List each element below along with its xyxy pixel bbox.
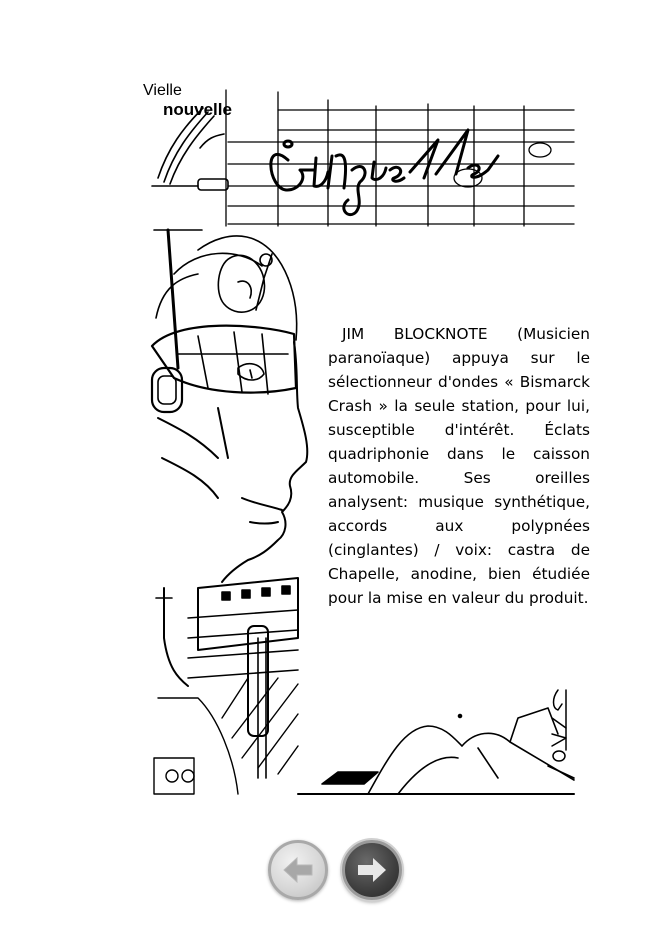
brand-line2: nouvelle xyxy=(163,100,232,119)
hatching xyxy=(154,678,298,794)
arrow-left-icon xyxy=(271,843,325,897)
music-staff xyxy=(226,90,574,226)
face-profile xyxy=(158,342,307,582)
arrow-right-icon xyxy=(345,843,399,897)
dashboard xyxy=(298,708,574,794)
narration-box xyxy=(328,322,590,610)
brand-line1: Vielle xyxy=(143,82,182,99)
title-cables xyxy=(152,108,228,190)
head-outline xyxy=(154,230,297,368)
goggles xyxy=(152,326,296,412)
next-page-button[interactable] xyxy=(342,840,402,900)
prev-page-button[interactable] xyxy=(268,840,328,900)
narration-text: JIM BLOCKNOTE (Musicien paranoïaque) appuya sur le sélectionneur d'ondes « Bismarck Crash » la seule station, pour lui, susceptible d'intérêt. Éclats quadriphonie dans le caisson automobile. Ses oreilles analysent: musique synthétique, accords aux polypnées (cinglantes) / voix: castra de Chapelle, anodine, bien étudiée pour la mise en valeur du produit. xyxy=(328,325,590,607)
title-script xyxy=(271,130,498,215)
